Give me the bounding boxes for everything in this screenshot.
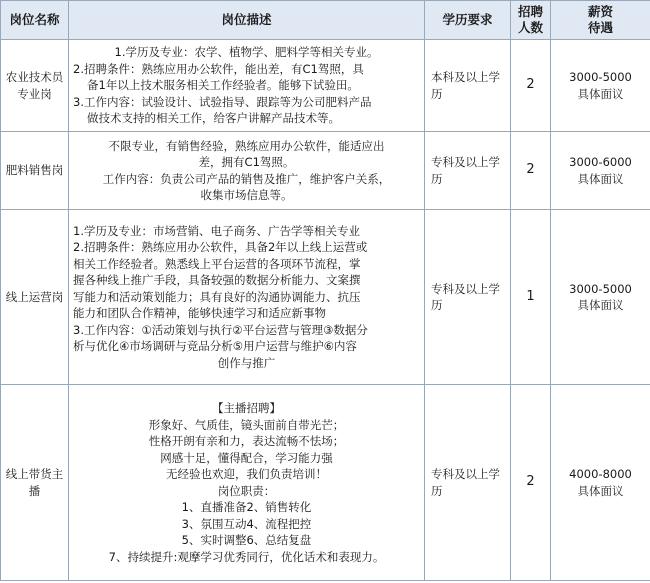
desc-line: 2.招聘条件：熟练应用办公软件，具备2年以上线上运营或 [73, 240, 368, 255]
name-line: 播 [28, 483, 41, 498]
desc-line: 写能力和活动策划能力；具有良好的沟通协调能力、抗压 [73, 289, 361, 304]
header-salary-line-1: 薪资 [587, 4, 613, 19]
header-desc: 岗位描述 [69, 1, 425, 40]
header-salary [551, 1, 650, 40]
header-num-line-2: 人数 [517, 20, 543, 35]
desc-line: 相关工作经验者。熟悉线上平台运营的各项环节流程，掌 [73, 256, 361, 271]
desc-line: 不限专业，有销售经验，熟练应用办公软件，能适应出 [108, 138, 385, 153]
edu-line: 本科及以上学 [431, 70, 500, 84]
edu-line: 专科及以上学 [431, 281, 500, 296]
salary-line: 4000-8000 [569, 467, 632, 481]
table-row [1, 210, 650, 385]
header-row [1, 1, 650, 40]
desc-line: 【主播招聘】 [212, 401, 281, 415]
salary-cell [551, 385, 650, 581]
salary-cell [551, 40, 650, 132]
headcount-cell: 2 [511, 385, 551, 581]
desc-line: 2.招聘条件：熟练应用办公软件，能出差，有C1驾照，具 [73, 61, 364, 76]
education-cell [425, 385, 511, 581]
desc-line: 7、持续提升:观摩学习优秀同行，优化话术和表现力。 [108, 549, 385, 564]
table-row [1, 40, 650, 132]
desc-line: 析与优化④市场调研与竞品分析⑤用户运营与维护⑥内容 [73, 339, 357, 354]
education-cell [425, 40, 511, 132]
table-row [1, 385, 650, 581]
salary-line: 具体面议 [577, 86, 624, 101]
salary-cell [551, 210, 650, 385]
desc-line: 性格开朗有亲和力，表达流畅不怯场； [148, 434, 345, 448]
desc-line: 握各种线上推广手段，具备较强的数据分析能力、文案撰 [73, 273, 361, 288]
salary-line: 具体面议 [577, 298, 624, 312]
desc-line: 1.学历及专业：农学、植物学、肥料学等相关专业。 [114, 45, 379, 60]
header-num [511, 1, 551, 40]
desc-line: 能力和团队合作精神，能够快速学习和适应新事物 [73, 306, 326, 321]
salary-line: 具体面议 [577, 171, 624, 186]
education-cell [425, 210, 511, 385]
desc-line: 形象好、气质佳，镜头面前自带光芒； [148, 417, 345, 432]
desc-line: 无经验也欢迎，我们负责培训！ [166, 467, 327, 481]
header-num-line-1: 招聘 [517, 4, 543, 19]
header-edu: 学历要求 [425, 1, 511, 40]
table-row [1, 132, 650, 210]
desc-line: 备1年以上技术服务相关工作经验者。能够下试验田。 [87, 78, 359, 93]
desc-line: 5、实时调整6、总结复盘 [181, 533, 312, 547]
desc-line: 1.学历及专业：市场营销、电子商务、广告学等相关专业 [73, 223, 360, 238]
headcount-cell: 2 [511, 40, 551, 132]
desc-line: 差，拥有C1驾照。 [198, 155, 295, 169]
job-desc-cell [69, 210, 425, 385]
name-line: 肥料销售岗 [5, 163, 64, 178]
desc-line: 3.工作内容：①活动策划与执行②平台运营与管理③数据分 [73, 322, 368, 337]
desc-line: 3.工作内容：试验设计、试验指导、跟踪等为公司肥料产品 [73, 94, 372, 109]
header-name: 岗位名称 [1, 1, 69, 40]
name-line: 专业岗 [17, 86, 52, 101]
job-desc-cell [69, 40, 425, 132]
desc-line: 网感十足，懂得配合，学习能力强 [160, 450, 333, 465]
edu-line: 历 [431, 171, 443, 186]
edu-line: 历 [431, 86, 443, 101]
headcount-cell: 1 [511, 210, 551, 385]
salary-line: 3000-6000 [569, 155, 632, 169]
headcount-cell: 2 [511, 132, 551, 210]
edu-line: 历 [431, 298, 443, 312]
desc-line: 创作与推广 [217, 355, 276, 370]
job-name-cell [1, 40, 69, 132]
salary-cell [551, 132, 650, 210]
job-name-cell [1, 385, 69, 581]
job-name-cell [1, 210, 69, 385]
desc-line: 收集市场信息等。 [200, 188, 293, 202]
education-cell [425, 132, 511, 210]
header-salary-line-2: 待遇 [587, 20, 613, 35]
salary-line: 具体面议 [577, 483, 624, 498]
job-name-cell [1, 132, 69, 210]
salary-line: 3000-5000 [569, 70, 632, 84]
job-desc-cell [69, 385, 425, 581]
edu-line: 专科及以上学 [431, 467, 500, 481]
desc-line: 做技术支持的相关工作，给客户讲解产品技术等。 [87, 111, 340, 126]
salary-line: 3000-5000 [569, 281, 632, 296]
edu-line: 历 [431, 483, 443, 498]
edu-line: 专科及以上学 [431, 155, 500, 169]
desc-line: 工作内容：负责公司产品的销售及推广，维护客户关系， [102, 171, 391, 186]
name-line: 农业技术员 [5, 70, 64, 84]
desc-line: 1、直播准备2、销售转化 [181, 500, 312, 514]
job-desc-cell [69, 132, 425, 210]
name-line: 线上运营岗 [5, 289, 64, 304]
name-line: 线上带货主 [5, 467, 64, 481]
desc-line: 3、氛围互动4、流程把控 [181, 516, 312, 531]
desc-line: 岗位职责： [217, 483, 276, 498]
